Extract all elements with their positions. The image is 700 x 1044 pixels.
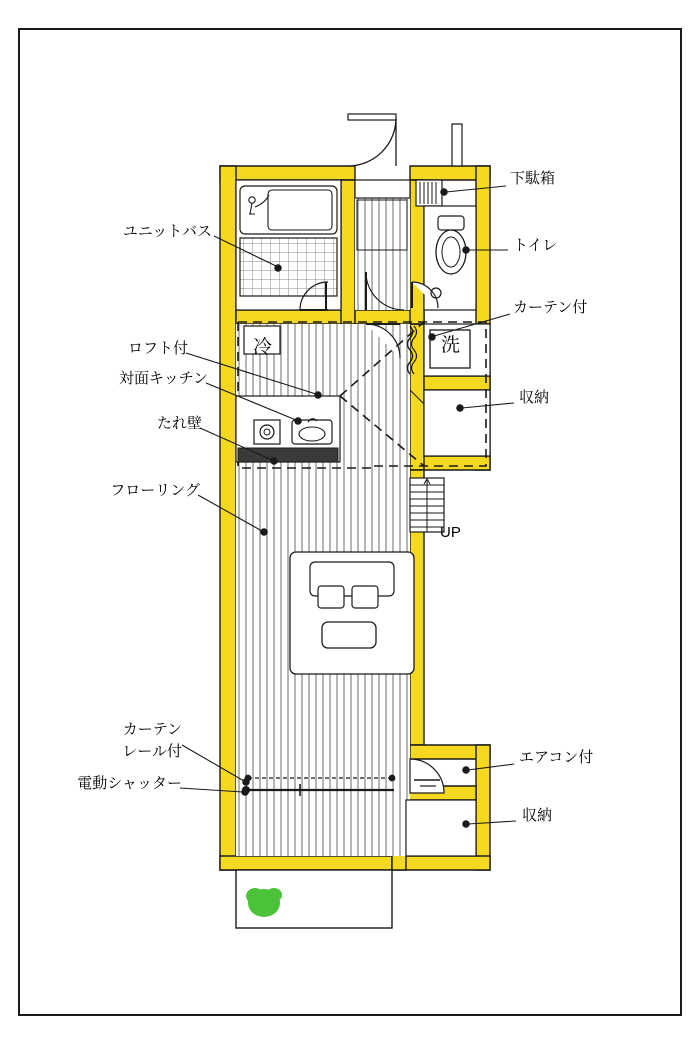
annotation-toilet: トイレ [513, 237, 558, 254]
unit-bath [236, 180, 341, 310]
annotation-tarekabe: たれ壁 [156, 415, 202, 432]
annotation-storage-upper: 収納 [519, 389, 550, 406]
stairs-direction-label: UP [440, 524, 461, 541]
storage-lower-room [406, 800, 476, 856]
stairs [410, 478, 444, 532]
annotation-curtain: カーテン付 [513, 299, 588, 316]
annotation-curtain-rail-line1: カーテン [122, 721, 182, 738]
annotation-electric-shutter: 電動シャッター [77, 775, 182, 792]
annotation-air-conditioner: エアコン付 [519, 749, 594, 766]
annotation-loft: ロフト付 [127, 340, 188, 357]
annotation-curtain-rail-line2: レール付 [122, 743, 182, 760]
annotation-counter-kitchen: 対面キッチン [119, 370, 208, 387]
annotation-storage-lower: 収納 [522, 807, 553, 824]
living-furniture [290, 552, 414, 674]
annotation-shoe-box: 下駄箱 [510, 170, 556, 187]
air-conditioner-unit [410, 759, 444, 793]
room-tag-washer: 洗 [441, 335, 461, 356]
balcony [236, 870, 392, 928]
room-tag-fridge: 冷 [253, 337, 273, 358]
annotation-flooring: フローリング [110, 482, 200, 499]
annotation-unit-bath: ユニットバス [122, 223, 212, 240]
